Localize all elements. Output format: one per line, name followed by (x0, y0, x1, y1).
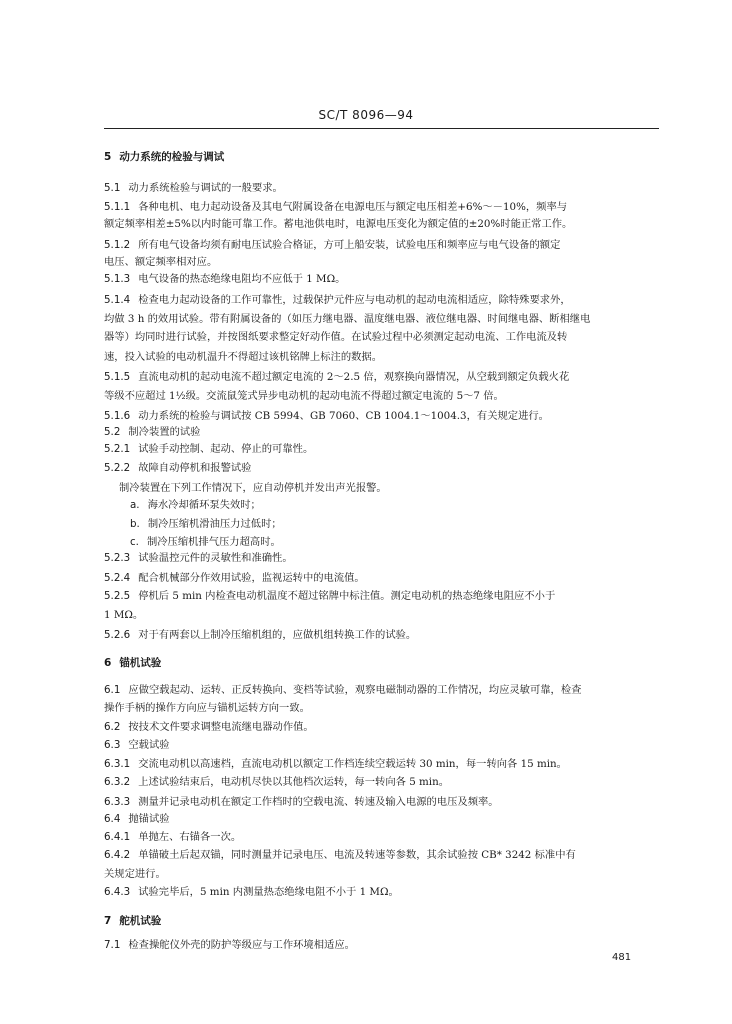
clause-number: 6.3.3 (104, 796, 131, 808)
clause-number: 7 (104, 915, 112, 927)
text-line (104, 608, 143, 622)
clause-number: a. (130, 499, 140, 511)
line-text: 速，投入试验的电动机温升不得超过该机铭牌上标注的数据。 (104, 351, 383, 363)
text-line (104, 830, 241, 844)
line-text: 交流电动机以高速档，直流电动机以额定工作档连续空载运转 30 min，每一转向各 15 min。 (138, 758, 567, 770)
line-text: 试验温控元件的灵敏性和准确性。 (138, 552, 293, 564)
line-text: 动力系统的检验与调试按 CB 5994、GB 7060、CB 1004.1～1004.3，有关规定进行。 (138, 410, 549, 422)
standard-code-header: SC/T 8096—94 (318, 108, 414, 122)
clause-number: 5.1.1 (104, 201, 131, 213)
line-text: 故障自动停机和报警试验 (138, 462, 252, 474)
text-line (104, 293, 571, 307)
text-line (104, 238, 560, 252)
text-line (104, 200, 567, 214)
text-line (104, 330, 567, 344)
line-text: 应做空载起动、运转、正反转换向、变档等试验，观察电磁制动器的工作情况，均应灵敏可靠，检查 (128, 684, 582, 696)
text-line (104, 272, 345, 286)
clause-number: 6.3.2 (104, 776, 131, 788)
clause-number: 6.1 (104, 684, 121, 696)
line-text: 动力系统检验与调试的一般要求。 (128, 182, 283, 194)
line-text: 电压、额定频率相对应。 (104, 256, 218, 268)
text-line (104, 461, 251, 475)
text-line (104, 370, 569, 384)
clause-number: c. (130, 536, 139, 548)
line-text: 单抛左、右锚各一次。 (138, 831, 242, 843)
clause-number: 5.1.5 (104, 371, 131, 383)
text-line (104, 885, 399, 899)
text-line (130, 535, 281, 549)
clause-number: 6.4.2 (104, 849, 131, 861)
text-line (104, 425, 200, 439)
section-heading (104, 914, 161, 928)
text-line (130, 498, 261, 512)
line-text: 各种电机、电力起动设备及其电气附属设备在电源电压与额定电压相差+6%～－10%，频率与 (138, 201, 568, 213)
text-line (104, 255, 217, 269)
clause-number: 5.2.1 (104, 443, 131, 455)
clause-number: 5.2.2 (104, 462, 131, 474)
clause-number: 5.1.6 (104, 410, 131, 422)
clause-number: 6.4.1 (104, 831, 131, 843)
text-line (104, 775, 449, 789)
line-text: 器等）均同时进行试验，并按图纸要求整定好动作值。在试验过程中必须测定起动电流、工作电流及转 (104, 331, 568, 343)
clause-number: 5.2.6 (104, 629, 131, 641)
line-text: 制冷压缩机排气压力超高时。 (146, 536, 281, 548)
clause-number: b. (130, 518, 140, 530)
line-text: 关规定进行。 (104, 868, 166, 880)
text-line (104, 571, 365, 585)
line-text: 锚机试验 (119, 657, 162, 669)
line-text: 配合机械部分作效用试验，监视运转中的电流值。 (138, 572, 365, 584)
line-text: 制冷装置在下列工作情况下，应自动停机并发出声光报警。 (119, 482, 387, 494)
text-line (104, 867, 166, 881)
text-line (104, 389, 504, 403)
clause-number: 5.2 (104, 426, 121, 438)
text-line (104, 442, 313, 456)
line-text: 单锚破土后起双锚，同时测量并记录电压、电流及转速等参数，其余试验按 CB* 3242 标准中有 (138, 849, 576, 861)
line-text: 海水冷却循环泵失效时； (147, 499, 261, 511)
line-text: 试验手动控制、起动、停止的可靠性。 (138, 443, 314, 455)
line-text: 检查电力起动设备的工作可靠性，过载保护元件应与电动机的起动电流相适应，除特殊要求外， (138, 294, 571, 306)
clause-number: 5.2.5 (104, 590, 131, 602)
clause-number: 5.2.4 (104, 572, 131, 584)
line-text: 均做 3 h 的效用试验。带有附属设备的（如压力继电器、温度继电器、液位继电器、时间继电器、断相继电 (104, 313, 591, 325)
clause-number: 6 (104, 657, 112, 669)
line-text: 对于有两套以上制冷压缩机组的，应做机组转换工作的试验。 (138, 629, 417, 641)
line-text: 停机后 5 min 内检查电动机温度不超过铭牌中标注值。测定电动机的热态绝缘电阻应不小于 (138, 590, 556, 602)
line-text: 试验完毕后，5 min 内测量热态绝缘电阻不小于 1 MΩ。 (138, 886, 399, 898)
text-line (130, 517, 282, 531)
line-text: 制冷压缩机滑油压力过低时； (147, 518, 282, 530)
clause-number: 6.3.1 (104, 758, 131, 770)
text-line (104, 812, 170, 826)
text-line (104, 409, 549, 423)
text-line (104, 683, 581, 697)
text-line (104, 738, 170, 752)
line-text: 所有电气设备均须有耐电压试验合格证，方可上船安装，试验电压和频率应与电气设备的额定 (138, 239, 561, 251)
line-text: 舵机试验 (119, 915, 162, 927)
line-text: 动力系统的检验与调试 (119, 151, 225, 163)
clause-number: 5.1.2 (104, 239, 131, 251)
line-text: 检查操舵仪外壳的防护等级应与工作环境相适应。 (128, 939, 355, 951)
line-text: 电气设备的热态绝缘电阻均不应低于 1 MΩ。 (138, 273, 346, 285)
page-number: 481 (612, 952, 632, 963)
text-line (104, 795, 499, 809)
line-text: 抛锚试验 (128, 813, 170, 825)
text-line (104, 757, 567, 771)
clause-number: 5.1 (104, 182, 121, 194)
text-line (104, 701, 310, 715)
clause-number: 5.1.3 (104, 273, 131, 285)
clause-number: 6.4.3 (104, 886, 131, 898)
clause-number: 5 (104, 151, 112, 163)
line-text: 制冷装置的试验 (128, 426, 201, 438)
text-line (104, 720, 314, 734)
line-text: 操作手柄的操作方向应与锚机运转方向一致。 (104, 702, 310, 714)
section-heading (104, 150, 224, 164)
line-text: 空载试验 (128, 739, 170, 751)
clause-number: 7.1 (104, 939, 121, 951)
clause-number: 6.3 (104, 739, 121, 751)
text-line (104, 551, 293, 565)
header-rule (104, 128, 659, 129)
line-text: 上述试验结束后，电动机尽快以其他档次运转，每一转向各 5 min。 (138, 776, 450, 788)
text-line (104, 217, 572, 231)
section-heading (104, 656, 161, 670)
clause-number: 5.2.3 (104, 552, 131, 564)
text-line (104, 181, 283, 195)
line-text: 直流电动机的起动电流不超过额定电流的 2～2.5 倍，观察换向器情况，从空载到额定负载火花 (138, 371, 570, 383)
text-line (104, 312, 590, 326)
text-line (104, 350, 382, 364)
clause-number: 6.4 (104, 813, 121, 825)
text-line (104, 628, 416, 642)
clause-number: 6.2 (104, 721, 121, 733)
line-text: 等级不应超过 1½级。交流鼠笼式异步电动机的起动电流不得超过额定电流的 5～7 倍。 (104, 390, 504, 402)
clause-number: 5.1.4 (104, 294, 131, 306)
text-line (104, 589, 555, 603)
text-line (119, 481, 387, 495)
line-text: 额定频率相差±5%以内时能可靠工作。蓄电池供电时，电源电压变化为额定值的±20%时能正常工作。 (104, 218, 573, 230)
line-text: 测量并记录电动机在额定工作档时的空载电流、转速及输入电源的电压及频率。 (138, 796, 499, 808)
line-text: 按技术文件要求调整电流继电器动作值。 (128, 721, 314, 733)
line-text: 1 MΩ。 (104, 609, 144, 621)
text-line (104, 938, 355, 952)
text-line (104, 848, 576, 862)
